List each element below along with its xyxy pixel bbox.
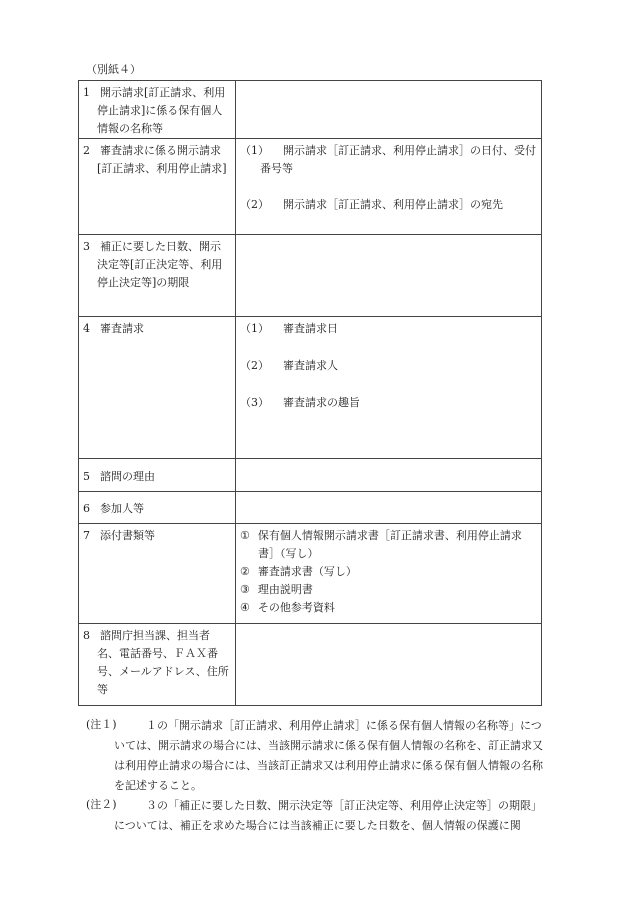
table-row: [79, 492, 542, 524]
item-number: （2）: [240, 198, 269, 211]
row-8-content-cell[interactable]: [236, 624, 542, 706]
row-1-content-cell[interactable]: [236, 81, 542, 139]
item-number: ④: [240, 601, 250, 614]
table-row: [79, 235, 542, 317]
row-label: 開示請求[訂正請求、利用停止請求]に係る保有個人情報の名称等: [97, 86, 226, 135]
note-text: １の「開示請求［訂正請求、利用停止請求］に係る保有個人情報の名称等」については、開示請求の場合には、当該開示請求に係る保有個人情報の名称を、訂正請求又は利用停止請求の場合には、当該訂正請求又は利用停止請求に係る保有個人情報の名称を記述すること。: [114, 719, 543, 792]
row-6-content-cell[interactable]: [236, 492, 542, 524]
note-tag: (注２): [86, 798, 117, 811]
row-5-label-cell: [79, 459, 236, 492]
row-2-content-cell[interactable]: [236, 139, 542, 235]
table-row: [79, 317, 542, 459]
row-7-label-cell: [79, 524, 236, 624]
notes-section: [86, 716, 546, 836]
row-4-label-cell: [79, 317, 236, 459]
item-number: ③: [240, 583, 250, 596]
item-number: （2）: [240, 359, 269, 372]
row-7-content-cell[interactable]: [236, 524, 542, 624]
row-label: 参加人等: [100, 502, 144, 515]
row-8-label-cell: [79, 624, 236, 706]
row-3-content-cell[interactable]: [236, 235, 542, 317]
row-2-label-cell: [79, 139, 236, 235]
note-1: [86, 716, 546, 796]
item-number: ②: [240, 565, 250, 578]
table-row: [79, 139, 542, 235]
item-text: 理由説明書: [257, 583, 313, 596]
row-6-label-cell: [79, 492, 236, 524]
row-5-content-cell[interactable]: [236, 459, 542, 492]
row-number: 7: [83, 529, 90, 542]
item-number: ①: [240, 529, 250, 542]
item-text: その他参考資料: [257, 601, 335, 614]
item-text: 審査請求書（写し）: [257, 565, 357, 578]
row-number: 3: [83, 240, 90, 253]
row-label: 審査請求に係る開示請求[訂正請求、利用停止請求]: [97, 144, 227, 175]
row-number: 2: [83, 144, 90, 157]
inquiry-form-table: [78, 80, 542, 706]
table-row: [79, 624, 542, 706]
row-number: 8: [83, 629, 90, 642]
row-label: 審査請求: [100, 322, 144, 335]
item-text: 審査請求日: [283, 322, 338, 335]
row-label: 諮問の理由: [100, 469, 155, 483]
item-number: （3）: [240, 396, 269, 409]
item-text: 開示請求［訂正請求、利用停止請求］の宛先: [283, 198, 503, 211]
item-text: 審査請求の趣旨: [283, 396, 360, 409]
row-number: 5: [83, 469, 90, 483]
note-2: [86, 796, 546, 836]
row-number: 6: [83, 502, 90, 515]
row-label: 添付書類等: [100, 529, 155, 542]
item-text: 審査請求人: [283, 359, 338, 372]
item-number: （1）: [240, 144, 269, 157]
row-number: 1: [83, 86, 90, 99]
row-3-label-cell: [79, 235, 236, 317]
row-number: 4: [83, 322, 90, 335]
item-text: 保有個人情報開示請求書［訂正請求書、利用停止請求書］（写し）: [257, 529, 522, 560]
row-label: 諮問庁担当課、担当者名、電話番号、ＦＡＸ番号、メールアドレス、住所等: [97, 629, 229, 696]
attachment-label: （別紙４）: [86, 63, 141, 76]
item-text: 開示請求［訂正請求、利用停止請求］の日付、受付番号等: [260, 144, 536, 175]
table-row: [79, 81, 542, 139]
row-label: 補正に要した日数、開示決定等[訂正決定等、利用停止決定等]の期限: [97, 240, 223, 289]
note-text: ３の「補正に要した日数、開示決定等［訂正決定等、利用停止決定等］の期限」については、補正を求めた場合には当該補正に要した日数を、個人情報の保護に関: [114, 799, 542, 832]
row-4-content-cell[interactable]: [236, 317, 542, 459]
note-tag: (注１): [86, 718, 117, 731]
row-1-label-cell: [79, 81, 236, 139]
table-row: [79, 459, 542, 492]
table-row: [79, 524, 542, 624]
item-number: （1）: [240, 322, 269, 335]
